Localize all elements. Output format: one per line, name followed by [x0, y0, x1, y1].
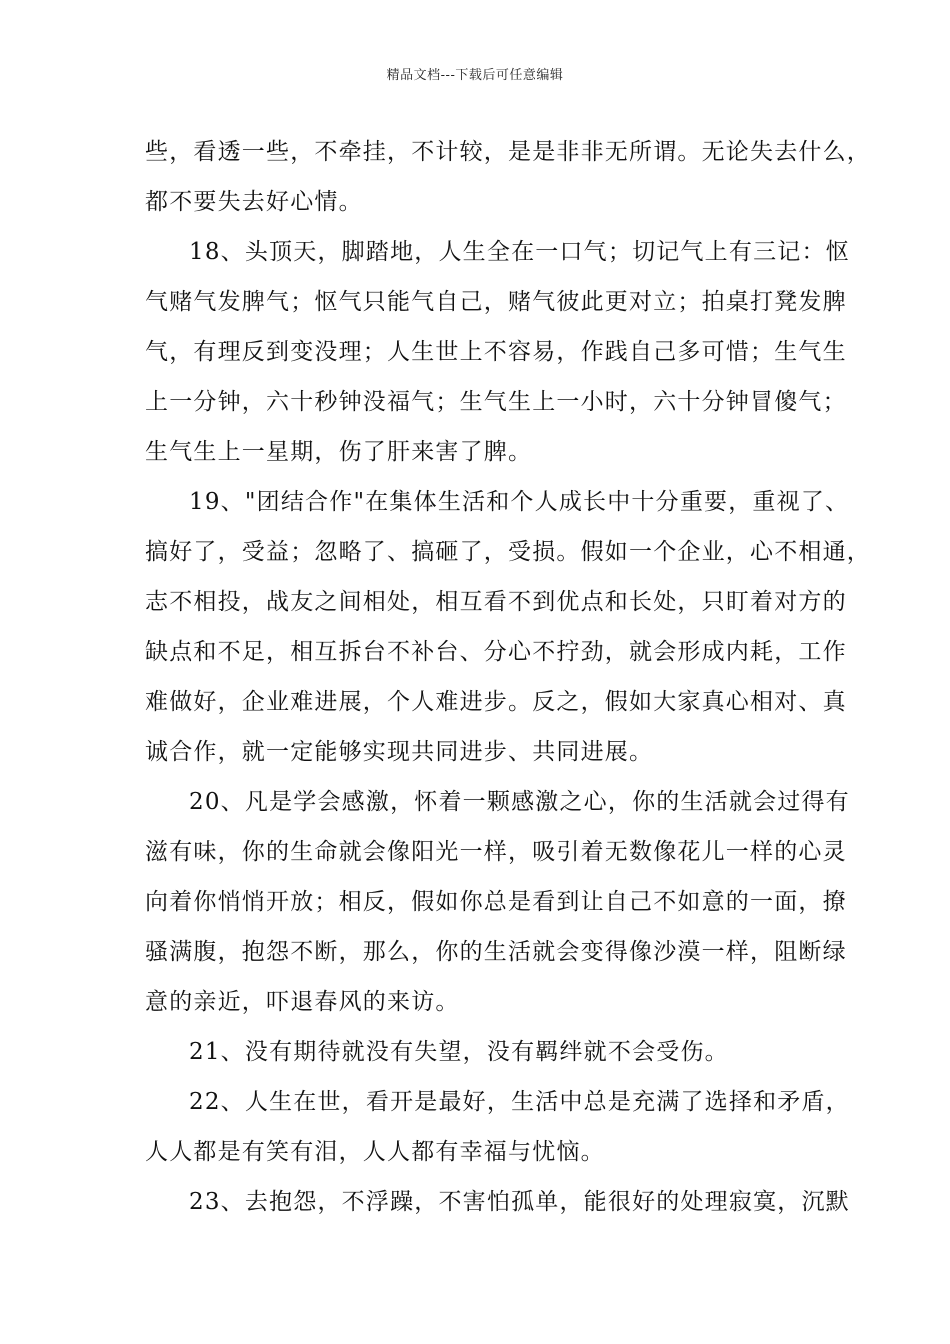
text-line: 滋有味，你的生命就会像阳光一样，吸引着无数像花儿一样的心灵 — [145, 839, 847, 865]
text-line: 搞好了，受益；忽略了、搞砸了，受损。假如一个企业，心不相通， — [145, 539, 871, 565]
text-line: 缺点和不足，相互拆台不补台、分心不拧劲，就会形成内耗，工作 — [145, 639, 847, 665]
text-line: 难做好，企业难进展，个人难进步。反之，假如大家真心相对、真 — [145, 689, 847, 715]
text-line: 骚满腹，抱怨不断，那么，你的生活就会变得像沙漠一样，阻断绿 — [145, 939, 847, 965]
page-header: 精品文档---下载后可任意编辑 — [386, 68, 564, 83]
text-line: 气赌气发脾气；怄气只能气自己，赌气彼此更对立；拍桌打凳发脾 — [145, 289, 847, 315]
document-body — [145, 127, 871, 1227]
text-line: 人人都是有笑有泪，人人都有幸福与忧恼。 — [145, 1139, 605, 1165]
text-line: 气，有理反到变没理；人生世上不容易，作践自己多可惜；生气生 — [145, 339, 847, 365]
paragraph-start-22: 22、人生在世，看开是最好，生活中总是充满了选择和矛盾， — [189, 1089, 850, 1115]
paragraph-start-18: 18、头顶天，脚踏地，人生全在一口气；切记气上有三记：怄 — [189, 239, 850, 265]
text-line: 诚合作，就一定能够实现共同进步、共同进展。 — [145, 739, 654, 765]
text-line: 志不相投，战友之间相处，相互看不到优点和长处，只盯着对方的 — [145, 589, 847, 615]
text-line: 向着你悄悄开放；相反，假如你总是看到让自己不如意的一面，撩 — [145, 889, 847, 915]
text-line: 些，看透一些，不牵挂，不计较，是是非非无所谓。无论失去什么， — [145, 139, 871, 165]
paragraph-start-20: 20、凡是学会感激，怀着一颗感激之心，你的生活就会过得有 — [189, 789, 850, 815]
text-line: 都不要失去好心情。 — [145, 189, 363, 215]
paragraph-start-23: 23、去抱怨，不浮躁，不害怕孤单，能很好的处理寂寞，沉默 — [189, 1189, 850, 1215]
text-line: 生气生上一星期，伤了肝来害了脾。 — [145, 439, 533, 465]
text-line: 上一分钟，六十秒钟没福气；生气生上一小时，六十分钟冒傻气； — [145, 389, 847, 415]
paragraph-start-21: 21、没有期待就没有失望，没有羁绊就不会受伤。 — [189, 1039, 729, 1065]
text-line: 意的亲近，吓退春风的来访。 — [145, 989, 460, 1015]
paragraph-start-19: 19、"团结合作"在集体生活和个人成长中十分重要，重视了、 — [189, 489, 850, 515]
